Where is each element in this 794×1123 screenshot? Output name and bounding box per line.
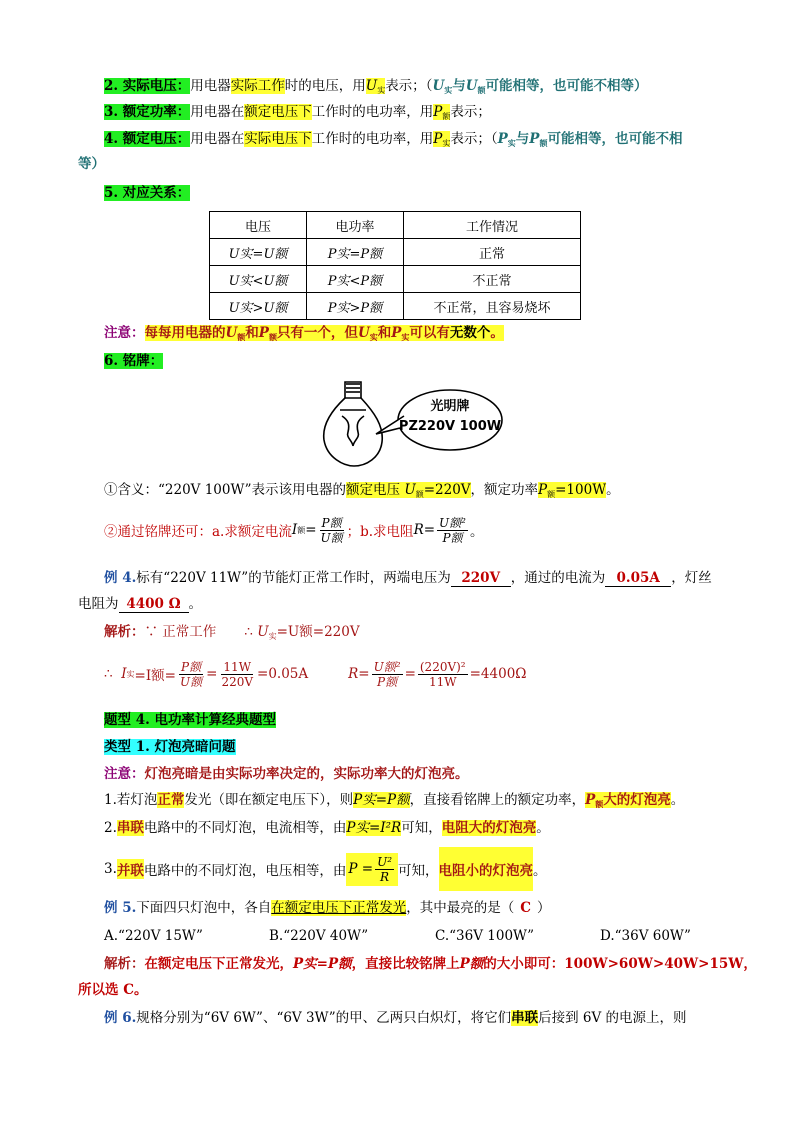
notice-brightness: 注意：灯泡亮暗是由实际功率决定的，实际功率大的灯泡亮。 — [104, 766, 469, 782]
table-header: 电功率 — [307, 212, 404, 239]
section-class-1: 类型 1. 灯泡亮暗问题 — [104, 739, 236, 755]
section-type-4: 题型 4. 电功率计算经典题型 — [104, 712, 276, 728]
rule-2: 2.串联电路中的不同灯泡，电流相等，由P实=I²R可知，电阻大的灯泡亮。 — [104, 820, 550, 836]
solution-4: 解析：∵ 正常工作 ∴ $U_实=U$额=220V — [104, 624, 360, 641]
item-label: 2. 实际电压： — [104, 78, 191, 94]
example-5-option-b: B.“220V 40W” — [269, 928, 369, 944]
item-correspondence: 5. 对应关系： — [104, 185, 191, 201]
item-rated-voltage: 4. 额定电压：用电器在实际电压下工作时的电功率，用$P_实$表示；（$P_实$与$P_额$可能相等，也可能不相 — [104, 131, 683, 148]
table-header-row — [210, 212, 581, 239]
bulb-illustration — [318, 376, 504, 468]
table-cell: 不正常，且容易烧坏 — [404, 293, 581, 320]
formula-box: P = $\frac{\text{U²}}{R}$ — [346, 853, 398, 886]
fraction: $\frac{\text{P额}}{\text{U额}}$ — [180, 659, 203, 689]
table-cell: P实=P额 — [307, 239, 404, 266]
table-header: 工作情况 — [404, 212, 581, 239]
table-row — [210, 266, 581, 293]
table-cell: P实<P额 — [307, 266, 404, 293]
solution-5: 解析：在额定电压下正常发光，P实=P额，直接比较铭牌上P额的大小即可：100W>60W>40W>15W， — [104, 956, 757, 972]
example-5-option-a: A.“220V 15W” — [104, 928, 203, 944]
table-cell: 不正常 — [404, 266, 581, 293]
example-4: 例 4.标有“220V 11W”的节能灯正常工作时，两端电压为 220V ，通过的电流为 0.05A ，灯丝 — [104, 570, 712, 586]
table-row — [210, 239, 581, 266]
rule-1: 1.若灯泡正常发光（即在额定电压下），则P实=P额，直接看铭牌上的额定功率，$P_额$大的灯泡亮。 — [104, 792, 685, 809]
table-row — [210, 293, 581, 320]
table-cell: U实=U额 — [210, 239, 307, 266]
fraction: $\frac{\text{U额²}}{\text{P额}}$ — [373, 659, 401, 689]
nameplate-meaning: ①含义：“220V 100W”表示该用电器的额定电压 $U_额=220V$，额定功率$P_额=100W$。 — [104, 482, 620, 499]
bulb-label-brand: 光明牌 — [430, 399, 470, 414]
fraction: $\frac{\text{P额}}{\text{U额}}$ — [320, 515, 343, 545]
table-cell: U实<U额 — [210, 266, 307, 293]
example-5-option-d: D.“36V 60W” — [600, 928, 691, 944]
relation-table — [209, 211, 581, 320]
notice-rated-values: 注意：每每用电器的$U_额$和$P_额$只有一个，但$U_实$和$P_实$可以有无数个。 — [104, 325, 504, 342]
example-5-option-c: C.“36V 100W” — [435, 928, 535, 944]
table-cell: U实>U额 — [210, 293, 307, 320]
example-6: 例 6.规格分别为“6V 6W”、“6V 3W”的甲、乙两只白炽灯，将它们串联后接到 6V 的电源上，则 — [104, 1010, 687, 1026]
example-4-wrap: 电阻为 4400 Ω 。 — [78, 596, 202, 612]
item-rated-power: 3. 额定功率：用电器在额定电压下工作时的电功率，用$P_额$表示； — [104, 104, 491, 121]
example-5: 例 5.下面四只灯泡中，各自在额定电压下正常发光，其中最亮的是（ C ） — [104, 900, 551, 916]
solution-5-wrap: 所以选 C。 — [78, 982, 148, 998]
table-cell: 正常 — [404, 239, 581, 266]
table-header: 电压 — [210, 212, 307, 239]
fraction: $\frac{\text{U额²}}{\text{P额}}$ — [439, 515, 466, 545]
fraction: $\frac{\text{U²}}{R}$ — [377, 854, 393, 884]
item-label: 4. 额定电压： — [104, 131, 191, 147]
item-nameplate: 6. 铭牌： — [104, 353, 164, 369]
item-actual-voltage: 2. 实际电压：用电器实际工作时的电压，用$U_实$表示；（$U_实$与$U_额$可能相等，也可能不相等） — [104, 78, 648, 95]
solution-4-formulas: ∴ I 实 =I额= $\frac{\text{P额}}{\text{U额}}$ = $\frac{11W}{220V}$ =0.05A R= $\frac{\text{U额²}}{\text{P额}}$ = $\frac{\text{(220V)²}}{11W}$ =4400Ω — [104, 659, 527, 689]
nameplate-derivation: ②通过铭牌还可：a.求额定电流 I 额 = $\frac{\text{P额}}{\text{U额}}$ ；b.求电阻 R = $\frac{\text{U额²}}{\text{P额}}$ 。 — [104, 515, 484, 545]
item-label: 3. 额定功率： — [104, 104, 191, 120]
table-cell: P实>P额 — [307, 293, 404, 320]
fraction: $\frac{11W}{220V}$ — [221, 659, 254, 689]
bulb-label-spec: PZ220V 100W — [398, 419, 502, 434]
fraction: $\frac{\text{(220V)²}}{11W}$ — [419, 659, 466, 689]
item-rated-voltage-wrap: 等） — [78, 156, 105, 172]
rule-3: 3. 并联 电路中的不同灯泡，电压相等，由 P = $\frac{\text{U²}}{R}$ 可知， 电阻小的灯泡亮 。 — [104, 846, 547, 892]
